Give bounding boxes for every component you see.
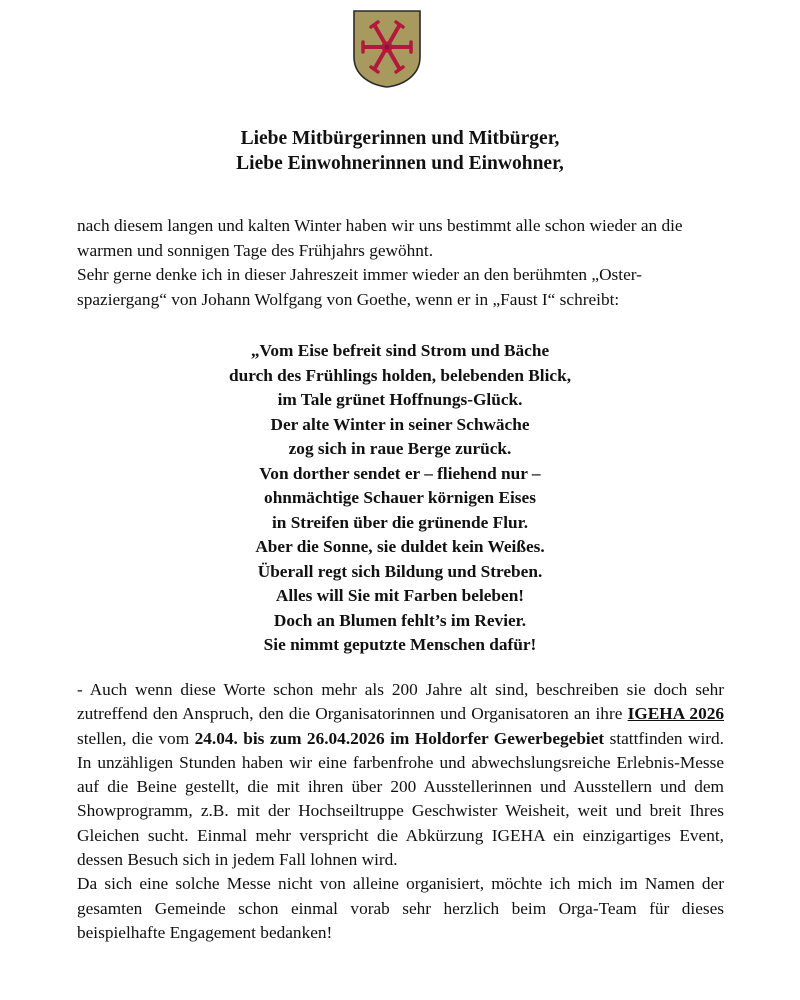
poem-line: zog sich in raue Berge zurück. bbox=[288, 439, 512, 458]
coat-of-arms bbox=[352, 9, 422, 89]
event-dates-location: 24.04. bis zum 26.04.2026 im Holdorfer Gewerbegebiet bbox=[194, 728, 605, 748]
salutation bbox=[0, 126, 800, 176]
poem-line: durch des Frühlings holden, belebenden Blick, bbox=[228, 365, 572, 385]
poem-line: Doch an Blumen fehlt’s im Revier. bbox=[273, 610, 527, 630]
poem-line: „Vom Eise befreit sind Strom und Bäche bbox=[250, 341, 550, 360]
poem-line: Alles will Sie mit Farben beleben! bbox=[275, 586, 525, 605]
body-section bbox=[77, 678, 724, 945]
body-paragraph-2: Da sich eine solche Messe nicht von alleine organisiert, möchte ich mich im Namen der gesamten Gemeinde schon einmal vorab sehr herzlich beim Orga-Team für dieses beispielhafte Engagement bedanken! bbox=[77, 874, 724, 942]
body-p1-mid: stellen, die vom bbox=[77, 728, 195, 748]
coat-of-arms-wheel-icon bbox=[352, 9, 422, 89]
intro-paragraph-1: nach diesem langen und kalten Winter haben wir uns bestimmt alle schon wieder an die warmen und sonnigen Tage des Frühjahrs gewöhnt. bbox=[77, 216, 683, 260]
poem-line: Überall regt sich Bildung und Streben. bbox=[257, 561, 543, 581]
salutation-line-1: Liebe Mitbürgerinnen und Mitbürger, bbox=[240, 128, 560, 149]
event-name: IGEHA 2026 bbox=[627, 704, 724, 724]
salutation-line-2: Liebe Einwohnerinnen und Einwohner, bbox=[236, 153, 564, 174]
poem-line: Der alte Winter in seiner Schwäche bbox=[270, 414, 530, 434]
body-p1-tail: stattfinden wird. In unzähligen Stunden haben wir eine farbenfrohe und abwechslungsreiche Erlebnis-Messe auf die Beine gestellt, die mit ihren über 200 Ausstellerinnen und Ausstellern und dem Showprogramm, z.B. mit der Hochseiltruppe Geschwister Weisheit, weit und breit Ihres Gleichen sucht. Einmal mehr verspricht die Abkürzung IGEHA ein einzigartiges Event, dessen Besuch sich in jedem Fall lohnen wird. bbox=[77, 728, 724, 870]
goethe-poem bbox=[0, 339, 800, 658]
intro-paragraph-2: Sehr gerne denke ich in dieser Jahreszeit immer wieder an den berühmten „Oster-spaziergang“ von Johann Wolfgang von Goethe, wenn er in „Faust I“ schreibt: bbox=[77, 265, 642, 309]
intro-section bbox=[77, 214, 724, 312]
poem-line: im Tale grünet Hoffnungs-Glück. bbox=[277, 390, 523, 409]
body-p1-lead: - Auch wenn diese Worte schon mehr als 200 Jahre alt sind, beschreiben sie doch sehr zutreffend den Anspruch, den die Organisatorinnen und Organisatoren an ihre bbox=[77, 680, 724, 724]
poem-line: Sie nimmt geputzte Menschen dafür! bbox=[263, 635, 537, 654]
body-paragraph-1 bbox=[77, 678, 724, 872]
poem-line: Aber die Sonne, sie duldet kein Weißes. bbox=[255, 537, 545, 556]
poem-line: in Streifen über die grünende Flur. bbox=[271, 512, 529, 532]
poem-line: Von dorther sendet er – fliehend nur – bbox=[259, 463, 541, 483]
poem-line: ohnmächtige Schauer körnigen Eises bbox=[264, 488, 536, 507]
